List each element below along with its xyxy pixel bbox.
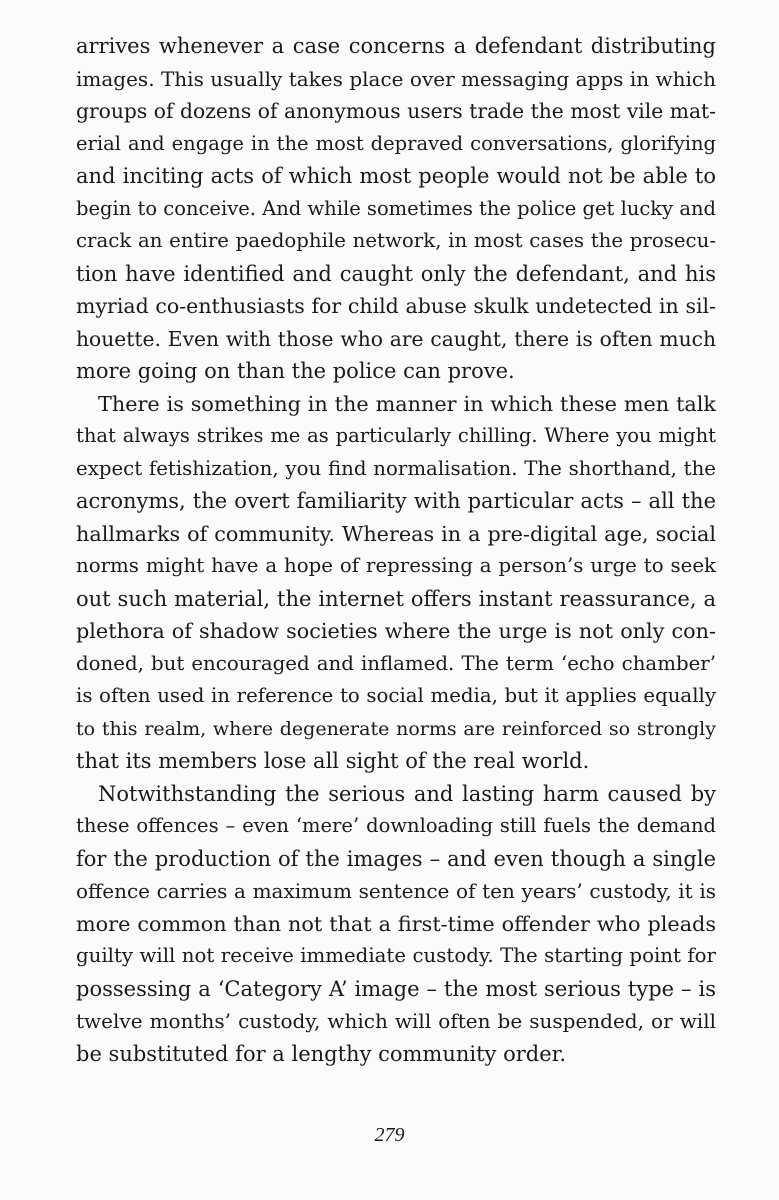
text-line: Notwithstanding the serious and lasting harm caused by <box>98 781 716 806</box>
text-line: expect fetishization, you find normalisation. The shorthand, the <box>76 456 716 480</box>
text-line: norms might have a hope of repressing a person’s urge to seek <box>76 554 716 577</box>
text-line: twelve months’ custody, which will often be suspended, or will <box>76 1009 716 1033</box>
paragraph-2 <box>76 388 716 778</box>
paragraph-1 <box>76 30 716 388</box>
text-line: that always strikes me as particularly chilling. Where you might <box>76 424 716 447</box>
page-body <box>76 30 716 1070</box>
text-line: is often used in reference to social media, but it applies equally <box>76 684 716 707</box>
text-line: offence carries a maximum sentence of ten years’ custody, it is <box>76 879 716 903</box>
text-line: erial and engage in the most depraved conversations, glorifying <box>76 131 716 155</box>
text-line: arrives whenever a case concerns a defendant distributing <box>76 34 716 58</box>
text-line: that its members lose all sight of the real world. <box>76 749 590 773</box>
text-line: groups of dozens of anonymous users trade the most vile mat- <box>76 99 716 123</box>
text-line: plethora of shadow societies where the urge is not only con- <box>76 619 716 643</box>
paragraph-3 <box>76 778 716 1071</box>
text-line: tion have identified and caught only the defendant, and his <box>76 261 716 286</box>
text-line: out such material, the internet offers instant reassurance, a <box>76 586 716 611</box>
text-line: houette. Even with those who are caught, there is often much <box>76 326 716 351</box>
text-line: acronyms, the overt familiarity with particular acts – all the <box>76 489 716 513</box>
text-line: more going on than the police can prove. <box>76 359 515 383</box>
text-line: guilty will not receive immediate custody. The starting point for <box>76 944 716 967</box>
page-number: 279 <box>374 1124 405 1146</box>
text-line: and inciting acts of which most people would not be able to <box>76 164 716 188</box>
text-line: crack an entire paedophile network, in most cases the prosecu- <box>76 229 716 252</box>
text-line: more common than not that a first-time offender who pleads <box>76 911 716 936</box>
text-line: hallmarks of community. Whereas in a pre-digital age, social <box>76 521 716 546</box>
text-line: possessing a ‘Category A’ image – the most serious type – is <box>76 976 716 1001</box>
text-line: be substituted for a lengthy community order. <box>76 1041 567 1066</box>
text-line: There is something in the manner in which these men talk <box>98 391 716 416</box>
text-line: doned, but encouraged and inflamed. The term ‘echo chamber’ <box>76 651 716 675</box>
text-line: myriad co-enthusiasts for child abuse skulk undetected in sil- <box>76 294 716 318</box>
text-line: these offences – even ‘mere’ downloading still fuels the demand <box>76 814 716 837</box>
text-line: images. This usually takes place over messaging apps in which <box>76 66 716 91</box>
text-line: to this realm, where degenerate norms are reinforced so strongly <box>76 717 716 740</box>
text-line: for the production of the images – and even though a single <box>76 846 716 871</box>
text-line: begin to conceive. And while sometimes the police get lucky and <box>76 196 716 220</box>
